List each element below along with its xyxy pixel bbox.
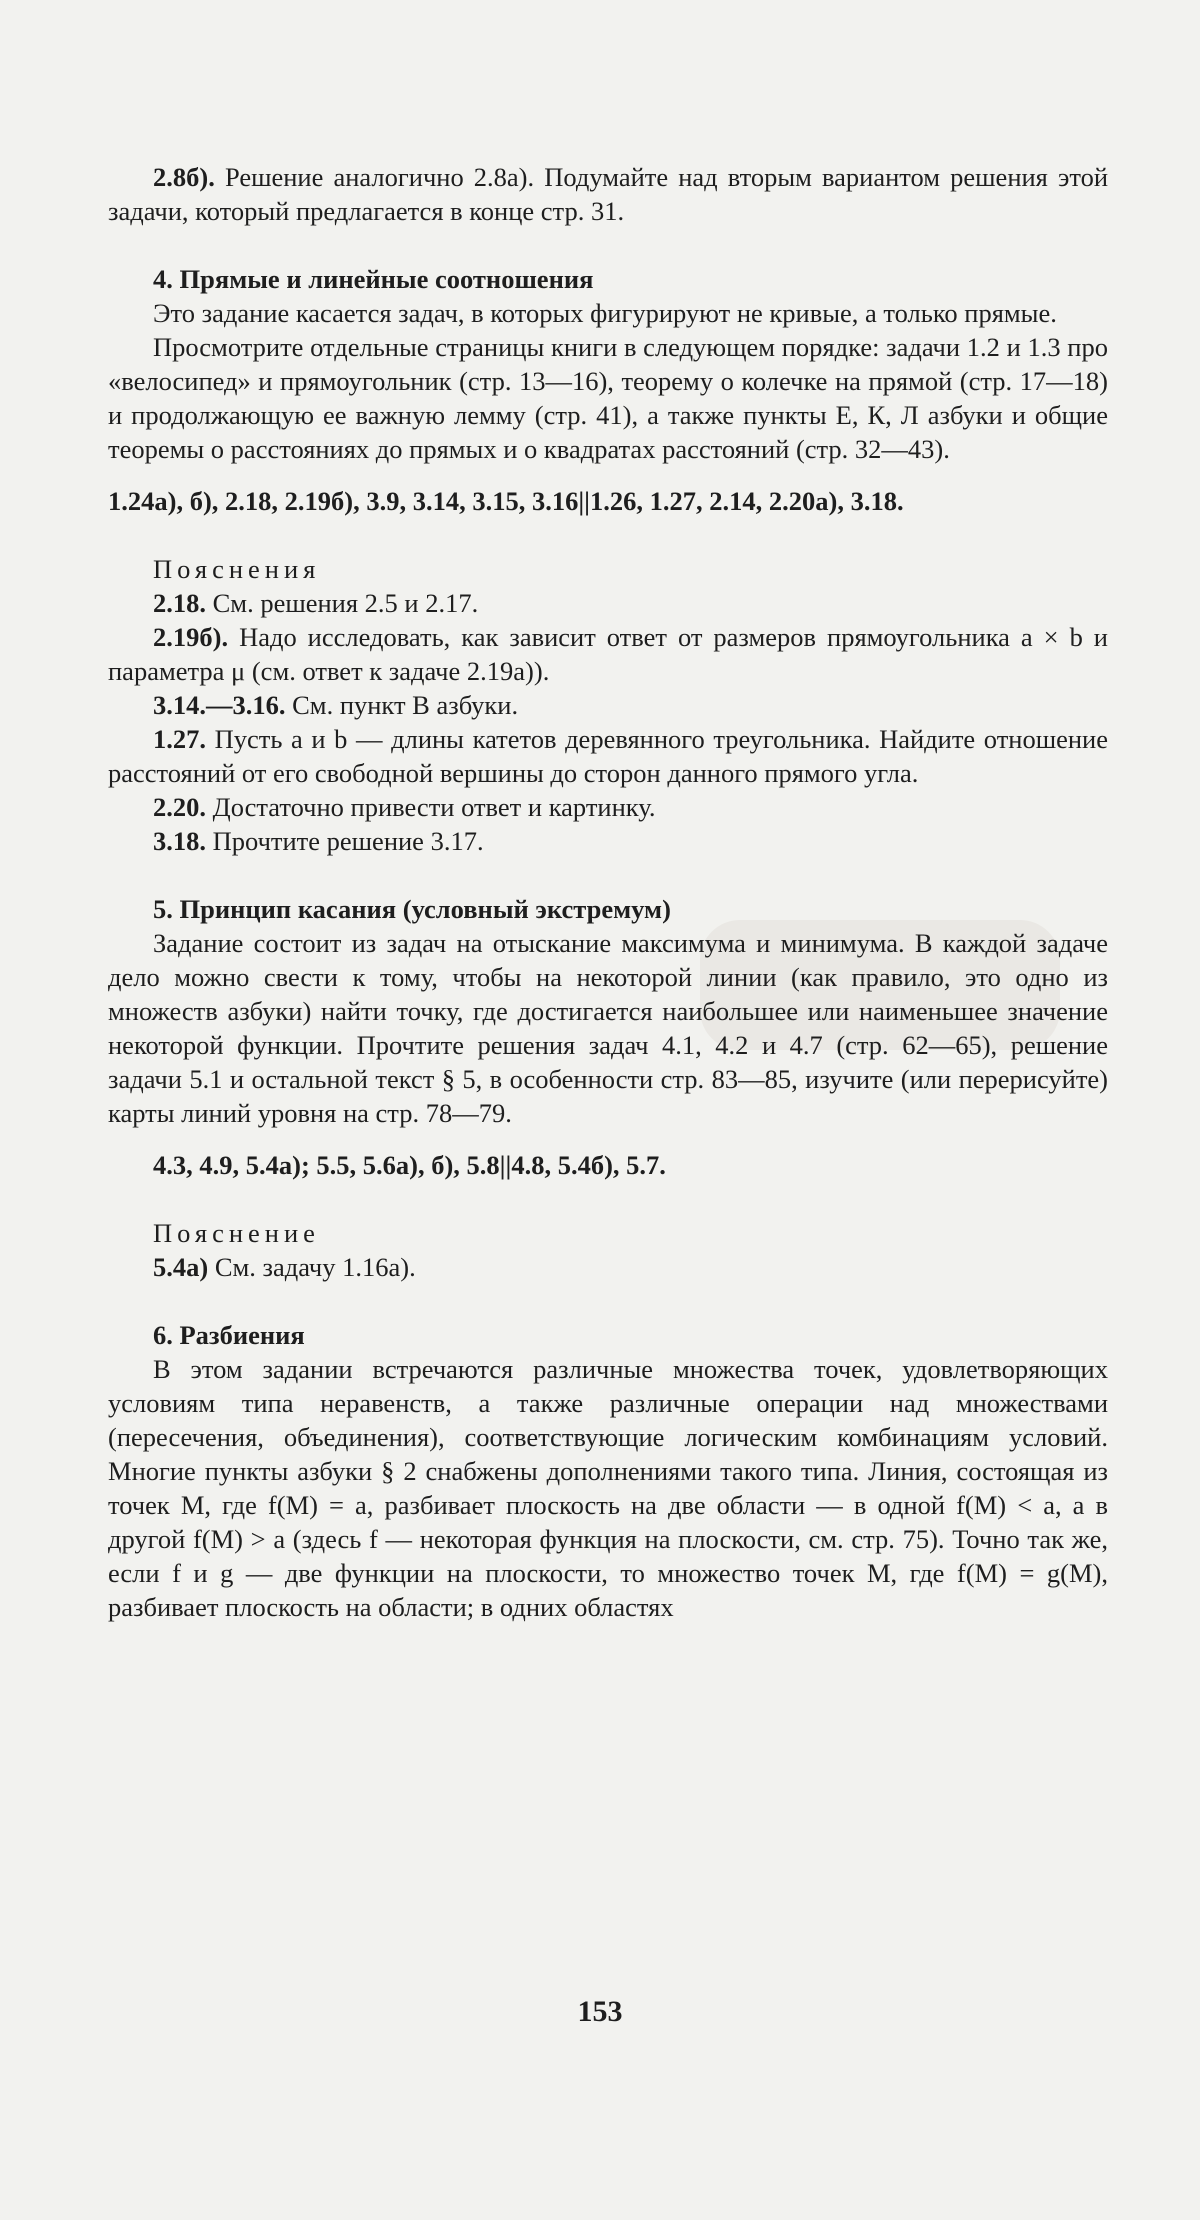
section5-explanation-title: Пояснение [153,1218,320,1248]
section4-paragraph-1: Это задание касается задач, в которых фигурируют не кривые, а только прямые. [153,298,1057,328]
note-text: Достаточно привести ответ и картинку. [212,792,656,822]
section5-paragraph-1: Задание состоит из задач на отыскание максимума и минимума. В каждой задаче дело можно свести к тому, чтобы на некоторой линии (как правило, это одно из множеств азбуки) найти точку, где достигается наибольшее или наименьшее значение некоторой функции. Прочтите решения задач 4.1, 4.2 и 4.7 (стр. 62—65), решение задачи 5.1 и остальной текст § 5, в особенности стр. 83—85, изучите (или перерисуйте) карты линий уровня на стр. 78—79. [108,928,1108,1128]
note-text: Надо исследовать, как зависит ответ от размеров прямоугольника a × b и параметра μ (см. ответ к задаче 2.19а)). [108,622,1108,686]
intro-paragraph [108,160,1108,228]
section4-exercises: 1.24а), б), 2.18, 2.19б), 3.9, 3.14, 3.15, 3.16||1.26, 1.27, 2.14, 2.20а), 3.18. [108,486,904,516]
note-ref: 5.4а) [153,1252,209,1282]
note-text: Пусть a и b — длины катетов деревянного треугольника. Найдите отношение расстояний от его свободной вершины до сторон данного прямого угла. [108,724,1108,788]
note-text: Прочтите решение 3.17. [212,826,484,856]
note-ref: 2.20. [153,792,206,822]
section6-paragraph-1: В этом задании встречаются различные множества точек, удовлетворяющих условиям типа неравенств, а также различные операции над множествами (пересечения, объединения), соответствующие логическим комбинациям условий. Многие пункты азбуки § 2 снабжены дополнениями такого типа. Линия, состоящая из точек M, где f(M) = a, разбивает плоскость на две области — в одной f(M) < a, а в другой f(M) > a (здесь f — некоторая функция на плоскости, см. стр. 75). Точно так же, если f и g — две функции на плоскости, то множество точек M, где f(M) = g(M), разбивает плоскость на области; в одних областях [108,1354,1108,1622]
note-ref: 2.19б). [153,622,229,652]
note-ref: 1.27. [153,724,206,754]
section4-note [108,824,1108,858]
section4-note [108,790,1108,824]
note-ref: 3.14.—3.16. [153,690,286,720]
section4-title: 4. Прямые и линейные соотношения [153,264,594,294]
note-ref: 2.18. [153,588,206,618]
note-text: См. решения 2.5 и 2.17. [212,588,479,618]
note-text: См. задачу 1.16а). [214,1252,416,1282]
note-text: См. пункт В азбуки. [292,690,519,720]
section4-note [108,586,1108,620]
page-number: 153 [577,1995,623,2028]
section4-note [108,620,1108,688]
section4-explanations-title: Пояснения [153,554,321,584]
section5-note [108,1250,1108,1284]
section5-exercises: 4.3, 4.9, 5.4а); 5.5, 5.6а), б), 5.8||4.8, 5.4б), 5.7. [153,1150,666,1180]
intro-ref: 2.8б). [153,162,215,192]
section6-title: 6. Разбиения [153,1320,305,1350]
section5-title: 5. Принцип касания (условный экстремум) [153,894,671,924]
section4-note [108,688,1108,722]
intro-text: Решение аналогично 2.8а). Подумайте над вторым вариантом решения этой задачи, который предлагается в конце стр. 31. [108,162,1109,226]
note-ref: 3.18. [153,826,206,856]
document-page [108,160,1108,1624]
section4-paragraph-2: Просмотрите отдельные страницы книги в следующем порядке: задачи 1.2 и 1.3 про «велосипед» и прямоугольник (стр. 13—16), теорему о колечке на прямой (стр. 17—18) и продолжающую ее важную лемму (стр. 41), а также пункты Е, К, Л азбуки и общие теоремы о расстояниях до прямых и о квадратах расстояний (стр. 32—43). [108,332,1108,464]
section4-note [108,722,1108,790]
